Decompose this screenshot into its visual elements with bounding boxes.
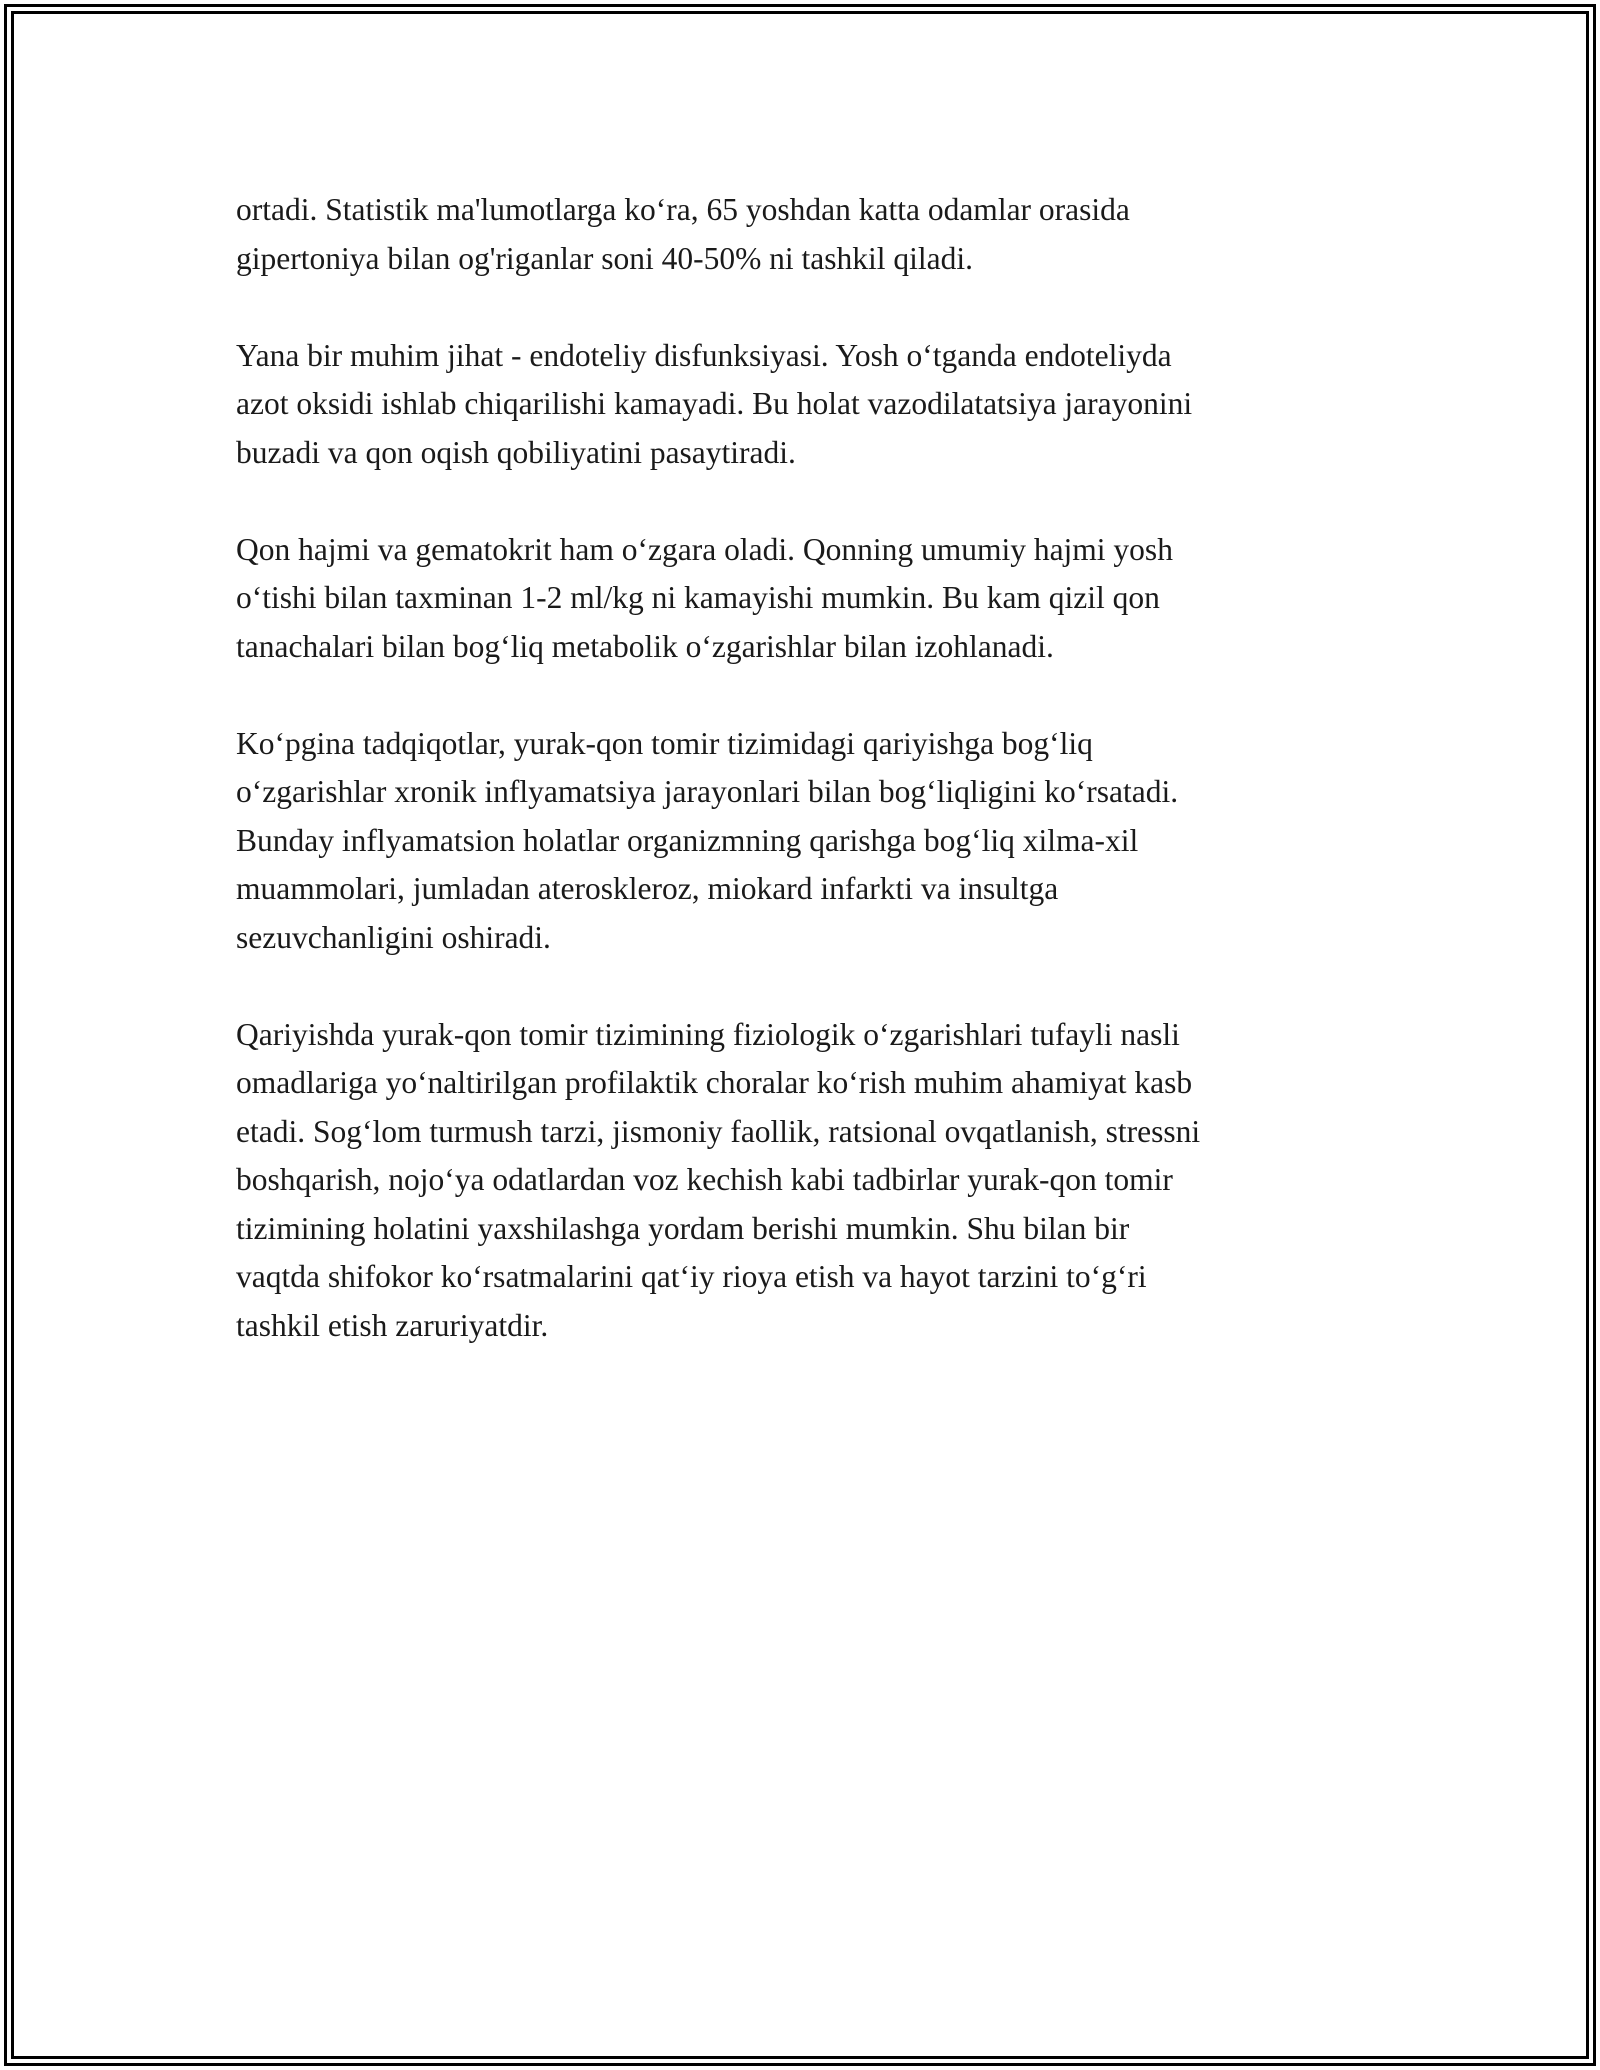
- paragraph-4: Ko‘pgina tadqiqotlar, yurak-qon tomir tizimidagi qariyishga bog‘liq o‘zgarishlar xronik inflyamatsiya jarayonlari bilan bog‘liqligini ko‘rsatadi. Bunday inflyamatsion holatlar organizmning qarishga bog‘liq xilma-xil muammolari, jumladan ateroskleroz, miokard infarkti va insultga sezuvchanligini oshiradi.: [236, 725, 1179, 955]
- paragraph-1: ortadi. Statistik ma'lumotlarga ko‘ra, 65 yoshdan katta odamlar orasida gipertoniya bilan og'riganlar soni 40-50% ni tashkil qiladi.: [236, 192, 1130, 276]
- paragraph-3: Qon hajmi va gematokrit ham o‘zgara oladi. Qonning umumiy hajmi yosh o‘tishi bilan taxminan 1-2 ml/kg ni kamayishi mumkin. Bu kam qizil qon tanachalari bilan bog‘liq metabolik o‘zgarishlar bilan izohlanadi.: [236, 531, 1173, 664]
- paragraph-5: Qariyishda yurak-qon tomir tizimining fiziologik o‘zgarishlari tufayli nasli omadlariga yo‘naltirilgan profilaktik choralar ko‘rish muhim ahamiyat kasb etadi. Sog‘lom turmush tarzi, jismoniy faollik, ratsional ovqatlanish, stressni boshqarish, nojo‘ya odatlardan voz kechish kabi tadbirlar yurak-qon tomir tizimining holatini yaxshilashga yordam berishi mumkin. Shu bilan bir vaqtda shifokor ko‘rsatmalarini qat‘iy rioya etish va hayot tarzini to‘g‘ri tashkil etish zaruriyatdir.: [236, 1016, 1201, 1343]
- paragraph-2: Yana bir muhim jihat - endoteliy disfunksiyasi. Yosh o‘tganda endoteliyda azot oksidi ishlab chiqarilishi kamayadi. Bu holat vazodilatatsiya jarayonini buzadi va qon oqish qobiliyatini pasaytiradi.: [236, 337, 1193, 470]
- document-body: [236, 186, 1366, 1399]
